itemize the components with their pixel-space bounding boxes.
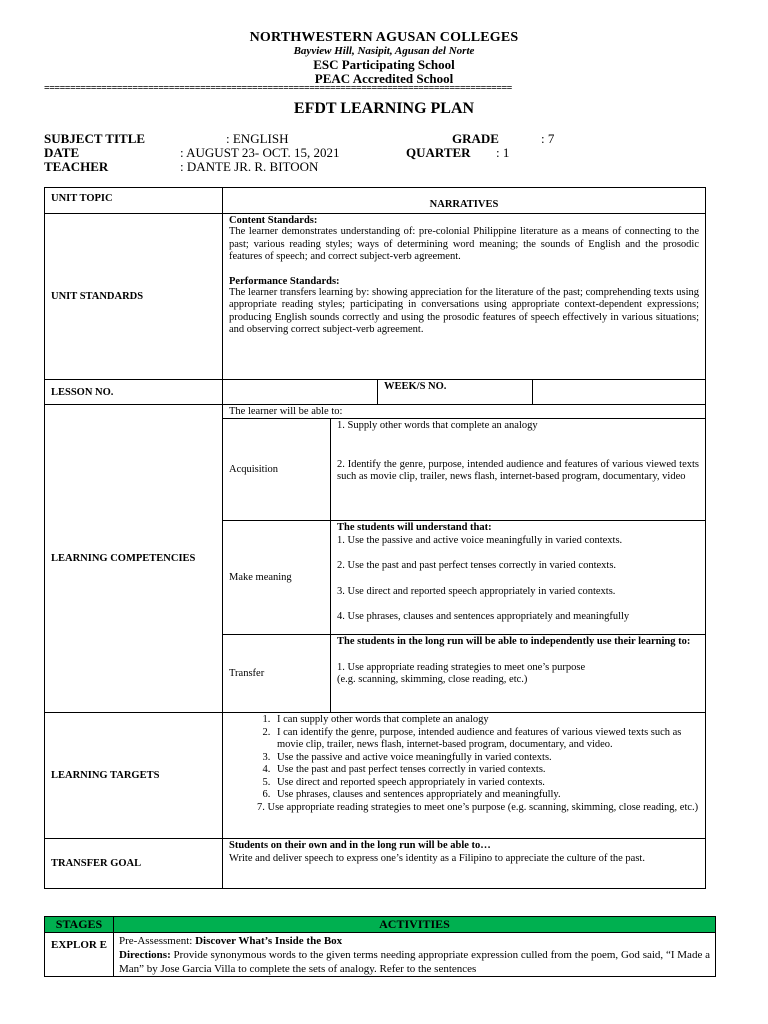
learning-target-item: 5. Use direct and reported speech appropriately in varied contexts. (273, 777, 699, 790)
activities-header: ACTIVITIES (114, 917, 716, 933)
learning-competencies-label: LEARNING COMPETENCIES (45, 405, 223, 713)
transfer-goal-row (45, 839, 706, 889)
date-label: DATE (44, 145, 80, 160)
learning-plan-table (44, 187, 706, 889)
school-address: Bayview Hill, Nasipit, Agusan del Norte (293, 45, 475, 57)
subject-title-label: SUBJECT TITLE (44, 131, 146, 146)
make-meaning-item-1: 1. Use the passive and active voice meaningfully in varied contexts. (337, 534, 623, 546)
learning-target-item-7: 7. Use appropriate reading strategies to meet one’s purpose (e.g. scanning, skimming, close reading, etc.) (257, 801, 699, 813)
quarter-value: : 1 (496, 145, 510, 160)
explore-activity (114, 933, 716, 977)
transfer-label: Transfer (223, 635, 331, 713)
weeks-no-label: WEEK/S NO. (378, 380, 533, 404)
transfer-goal-content (223, 839, 706, 889)
stages-header-row (45, 917, 716, 933)
acquisition-item-2: 2. Identify the genre, purpose, intended audience and features of various viewed texts such as movie clip, trailer, news flash, internet-based program, documentary, video (337, 458, 699, 482)
transfer-goal-label: TRANSFER GOAL (45, 839, 223, 889)
transfer-heading: The students in the long run will be able to independently use their learning to: (337, 636, 691, 647)
header-separator: ========================================================================================== (44, 84, 512, 94)
school-name: NORTHWESTERN AGUSAN COLLEGES (249, 30, 519, 45)
learning-target-item: 3. Use the passive and active voice meaningfully in varied contexts. (273, 752, 699, 765)
grade-label: GRADE (452, 131, 499, 146)
plan-title: EFDT LEARNING PLAN (293, 100, 475, 117)
make-meaning-label: Make meaning (223, 521, 331, 635)
make-meaning-item-3: 3. Use direct and reported speech appropriately in varied contexts. (337, 585, 616, 597)
lesson-no-label: LESSON NO. (45, 380, 223, 405)
grade-value: : 7 (541, 131, 555, 146)
pre-assessment-prefix: Pre-Assessment: (119, 935, 196, 947)
date-value: : AUGUST 23- OCT. 15, 2021 (180, 145, 340, 160)
make-meaning-content (331, 521, 706, 635)
competencies-intro-row (45, 405, 706, 419)
learning-targets-list (229, 714, 699, 802)
transfer-content (331, 635, 706, 713)
learning-target-item: 4. Use the past and past perfect tenses correctly in varied contexts. (273, 764, 699, 777)
learning-targets-row (45, 713, 706, 839)
unit-topic-text: NARRATIVES (429, 199, 499, 210)
unit-topic-label: UNIT TOPIC (45, 188, 223, 214)
acquisition-content (331, 419, 706, 521)
learning-targets-content (223, 713, 706, 839)
lesson-no-value (223, 380, 378, 404)
transfer-goal-heading: Students on their own and in the long run will be able to… (229, 840, 491, 851)
teacher-value: : DANTE JR. R. BITOON (180, 159, 319, 174)
transfer-goal-text: Write and deliver speech to express one’s identity as a Filipino to appreciate the culture of the past. (229, 852, 645, 864)
explore-stage-label: EXPLOR E (45, 933, 114, 977)
subject-title-value: : ENGLISH (226, 131, 289, 146)
make-meaning-item-4: 4. Use phrases, clauses and sentences appropriately and meaningfully (337, 611, 630, 622)
content-standards-text: The learner demonstrates understanding of: pre-colonial Philippine literature as a means of connecting to the past; various reading styles; ways of determining word meaning; the sounds of English and the prosodic features of speech; and correct subject-verb agreement. (229, 226, 699, 262)
directions-text: Provide synonymous words to the given terms needing appropriate expression culled from the poem, God said, “I Made a Man” by Jose Garcia Villa to complete the sets of analogy. Refer to the sentences (119, 949, 710, 975)
acquisition-item-1: 1. Supply other words that complete an analogy (337, 420, 538, 431)
unit-topic-value (223, 188, 706, 214)
learning-target-item: 6. Use phrases, clauses and sentences appropriately and meaningfully. (273, 789, 699, 802)
transfer-item-1: 1. Use appropriate reading strategies to meet one’s purpose (337, 661, 586, 673)
teacher-label: TEACHER (44, 159, 109, 174)
esc-participating-line: ESC Participating School (313, 57, 455, 72)
directions-label: Directions: (119, 949, 171, 961)
explore-row (45, 933, 716, 977)
acquisition-label: Acquisition (223, 419, 331, 521)
pre-assessment-title: Discover What’s Inside the Box (195, 935, 343, 947)
make-meaning-item-2: 2. Use the past and past perfect tenses correctly in varied contexts. (337, 560, 617, 571)
learning-target-item: 2. I can identify the genre, purpose, intended audience and features of various viewed texts such as movie clip, trailer, news flash, internet-based program, documentary, and video. (273, 727, 699, 752)
unit-standards-content (223, 214, 706, 380)
content-standards-heading: Content Standards: (229, 215, 318, 226)
learning-targets-label: LEARNING TARGETS (45, 713, 223, 839)
quarter-label: QUARTER (406, 145, 471, 160)
transfer-item-2: (e.g. scanning, skimming, close reading, etc.) (337, 674, 528, 685)
make-meaning-heading: The students will understand that: (337, 522, 492, 533)
lesson-week-cell (223, 380, 706, 405)
unit-standards-label: UNIT STANDARDS (45, 214, 223, 380)
unit-topic-row (45, 188, 706, 214)
performance-standards-text: The learner transfers learning by: showing appreciation for the literature of the past; comprehending texts using appropriate reading styles; participating in conversations using appropriate context-dependent expressions; producing English sounds correctly and using the prosodic features of speech effectively in various situations; and observing correct subject-verb agreement. (229, 286, 699, 335)
performance-standards-heading: Performance Standards: (229, 275, 340, 287)
lesson-row (45, 380, 706, 405)
stages-header: STAGES (45, 917, 114, 933)
competencies-intro: The learner will be able to: (223, 405, 706, 419)
unit-standards-row (45, 214, 706, 380)
stages-table (44, 916, 716, 977)
learning-target-item: 1. I can supply other words that complete an analogy (273, 714, 699, 727)
weeks-no-value (533, 380, 706, 404)
peac-accredited-line: PEAC Accredited School (314, 71, 454, 86)
